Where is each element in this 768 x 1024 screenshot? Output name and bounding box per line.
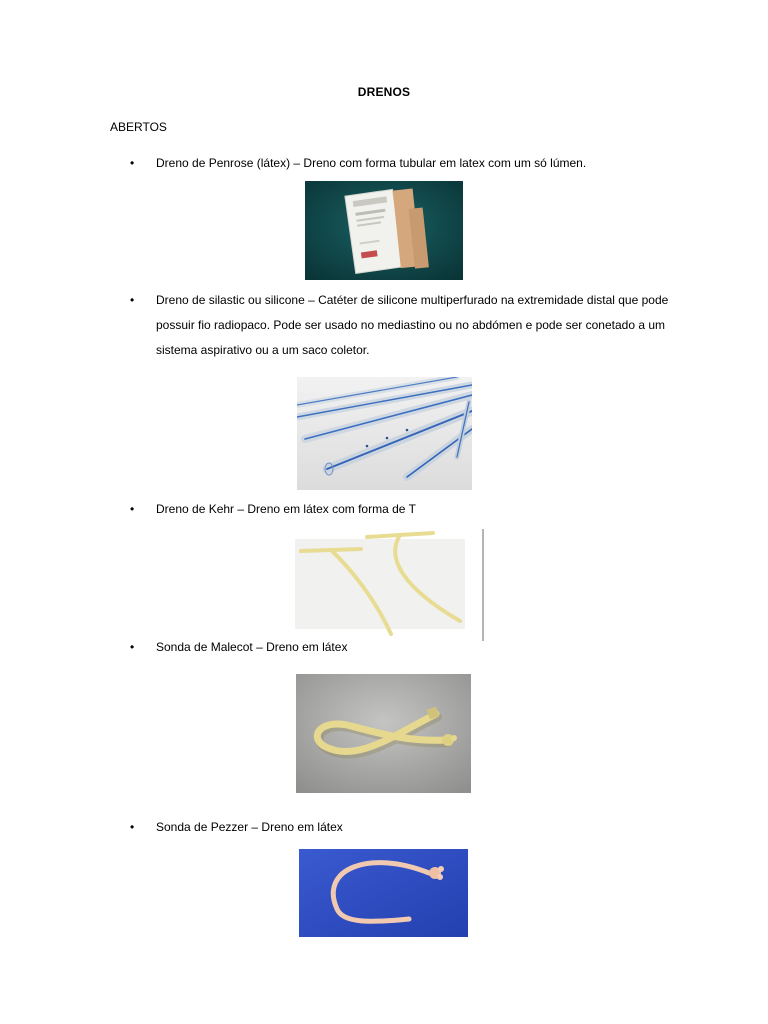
- list-item-pezzer: [130, 815, 670, 840]
- penrose-drain-photo: [305, 181, 463, 280]
- kehr-t-drain-photo: [265, 529, 518, 641]
- list-item-text: Dreno de silastic ou silicone – Catéter de silicone multiperfurado na extremidade distal que pode possuir fio radiopaco. Pode ser usado no mediastino ou no abdómen e pode ser conetado a um sistema aspirativo ou a um saco coletor.: [156, 293, 669, 357]
- list-item-text: Dreno de Kehr – Dreno em látex com forma de T: [156, 502, 416, 516]
- bullet-icon: •: [130, 820, 135, 834]
- silicone-drain-photo: [297, 377, 472, 490]
- bullet-icon: •: [130, 502, 135, 516]
- list-item-malecot: [130, 635, 670, 660]
- page-title: DRENOS: [357, 85, 411, 99]
- list-item-silicone: [130, 288, 670, 363]
- pezzer-catheter-photo: [299, 849, 468, 937]
- bullet-icon: •: [130, 156, 135, 170]
- list-item-text: Sonda de Malecot – Dreno em látex: [156, 640, 348, 654]
- section-heading: ABERTOS: [110, 120, 167, 134]
- list-item-text: Dreno de Penrose (látex) – Dreno com forma tubular em latex com um só lúmen.: [156, 156, 587, 170]
- list-item-penrose: [130, 151, 670, 176]
- bullet-icon: •: [130, 640, 135, 654]
- list-item-text: Sonda de Pezzer – Dreno em látex: [156, 820, 343, 834]
- bullet-icon: •: [130, 293, 135, 307]
- malecot-catheter-photo: [296, 674, 471, 793]
- list-item-kehr: [130, 497, 670, 522]
